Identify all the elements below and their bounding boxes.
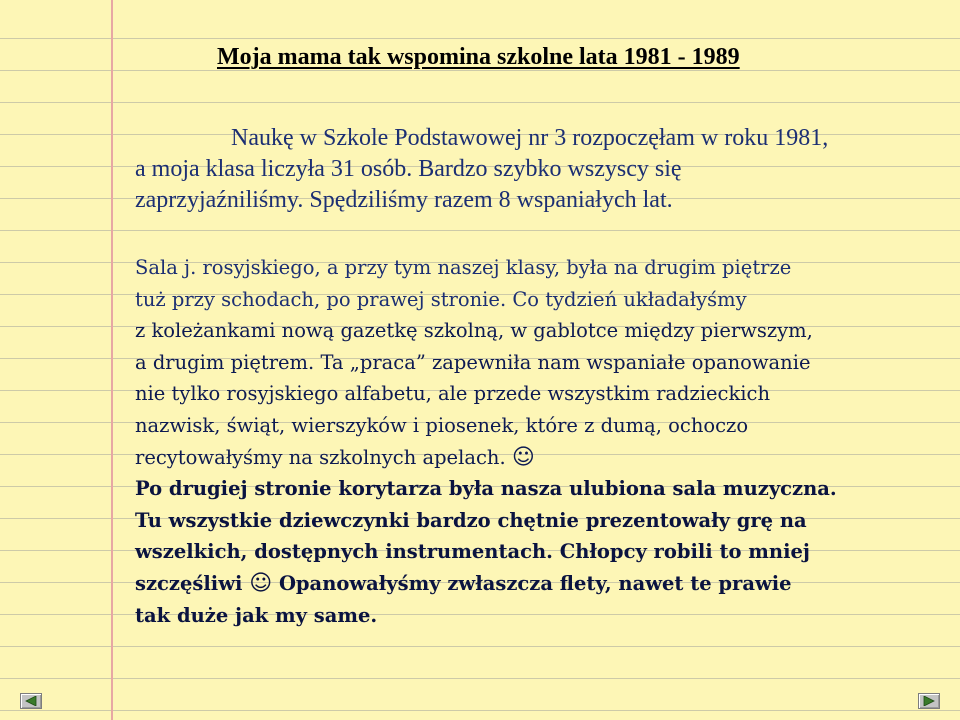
triangle-left-icon (25, 696, 37, 706)
intro-line: Naukę w Szkole Podstawowej nr 3 rozpoczęłam w roku 1981, (231, 125, 829, 151)
body-line: Sala j. rosyjskiego, a przy tym naszej klasy, była na drugim piętrze (135, 256, 792, 279)
body-line: tuż przy schodach, po prawej stronie. Co tydzień układałyśmy (135, 287, 747, 311)
body-line-with-smiley (135, 442, 837, 474)
body-line-text: Opanowałyśmy zwłaszcza flety, nawet te prawie (278, 571, 792, 595)
slide-title: Moja mama tak wspomina szkolne lata 1981 - 1989 (217, 44, 740, 70)
body-line-text: szczęśliwi (135, 571, 243, 595)
intro-line: a moja klasa liczyła 31 osób. Bardzo szybko wszyscy się (135, 156, 682, 182)
body-line: tak duże jak my same. (135, 603, 378, 627)
next-slide-button[interactable] (918, 693, 940, 709)
intro-paragraph (135, 123, 828, 216)
smiley-icon: ☺ (249, 570, 273, 596)
body-line: Po drugiej stronie korytarza była nasza ulubiona sala muzyczna. (135, 477, 837, 501)
body-line: Tu wszystkie dziewczynki bardzo chętnie prezentowały grę na (135, 508, 807, 532)
body-line-text: recytowałyśmy na szkolnych apelach. (135, 445, 506, 469)
body-line: wszelkich, dostępnych instrumentach. Chłopcy robili to mniej (135, 540, 810, 564)
body-paragraph (135, 252, 837, 631)
previous-slide-button[interactable] (20, 693, 42, 709)
body-line: a drugim piętrem. Ta „praca” zapewniła nam wspaniałe opanowanie (135, 350, 811, 374)
smiley-icon: ☺ (511, 444, 535, 470)
body-line-with-smiley (135, 568, 837, 600)
body-line: nie tylko rosyjskiego alfabetu, ale przede wszystkim radzieckich (135, 382, 770, 406)
body-line: z koleżankami nową gazetkę szkolną, w gablotce między pierwszym, (135, 319, 813, 343)
intro-line: zaprzyjaźniliśmy. Spędziliśmy razem 8 wspaniałych lat. (135, 187, 673, 213)
body-line: nazwisk, świąt, wierszyków i piosenek, które z dumą, ochoczo (135, 413, 749, 437)
triangle-right-icon (923, 696, 935, 706)
